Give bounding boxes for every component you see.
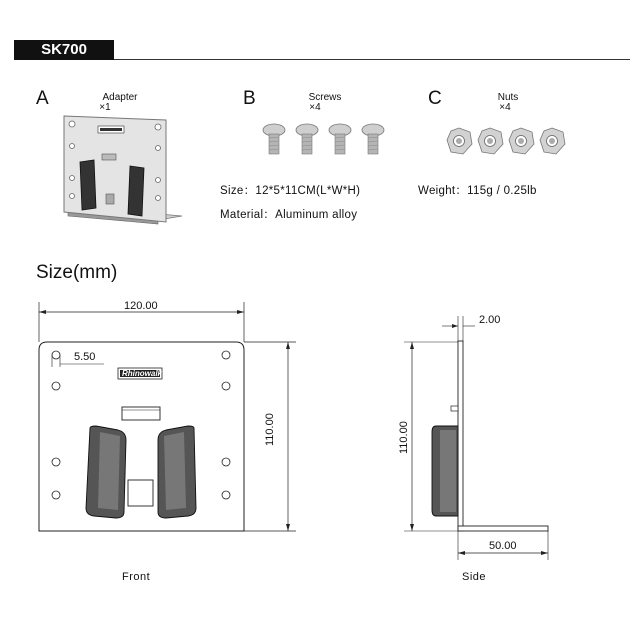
side-height-label: 110.00	[398, 421, 410, 454]
front-height-label: 110.00	[264, 413, 276, 446]
side-view-label: Side	[462, 571, 487, 583]
model-title: SK700	[14, 40, 114, 60]
part-c-letter: C	[428, 88, 442, 109]
material-spec: Material：Aluminum alloy	[220, 209, 358, 221]
part-a-letter: A	[36, 88, 49, 109]
weight-spec: Weight：115g / 0.25lb	[418, 185, 537, 197]
part-a-name: Adapter	[102, 92, 138, 103]
brand-logo: Rhinowalk	[121, 369, 162, 378]
part-b-name: Screws	[308, 92, 342, 103]
size-spec: Size：12*5*11CM(L*W*H)	[220, 185, 361, 197]
part-a-qty: ×1	[99, 102, 111, 113]
part-c-qty: ×4	[499, 102, 511, 113]
part-c-name: Nuts	[497, 92, 519, 103]
part-b-letter: B	[243, 88, 256, 109]
hole-offset-label: 5.50	[74, 351, 96, 363]
side-thickness-label: 2.00	[479, 314, 501, 326]
size-heading: Size(mm)	[36, 262, 118, 283]
front-width-label: 120.00	[124, 300, 158, 312]
part-b-qty: ×4	[309, 102, 321, 113]
front-view-label: Front	[122, 571, 151, 583]
side-depth-label: 50.00	[489, 540, 517, 552]
